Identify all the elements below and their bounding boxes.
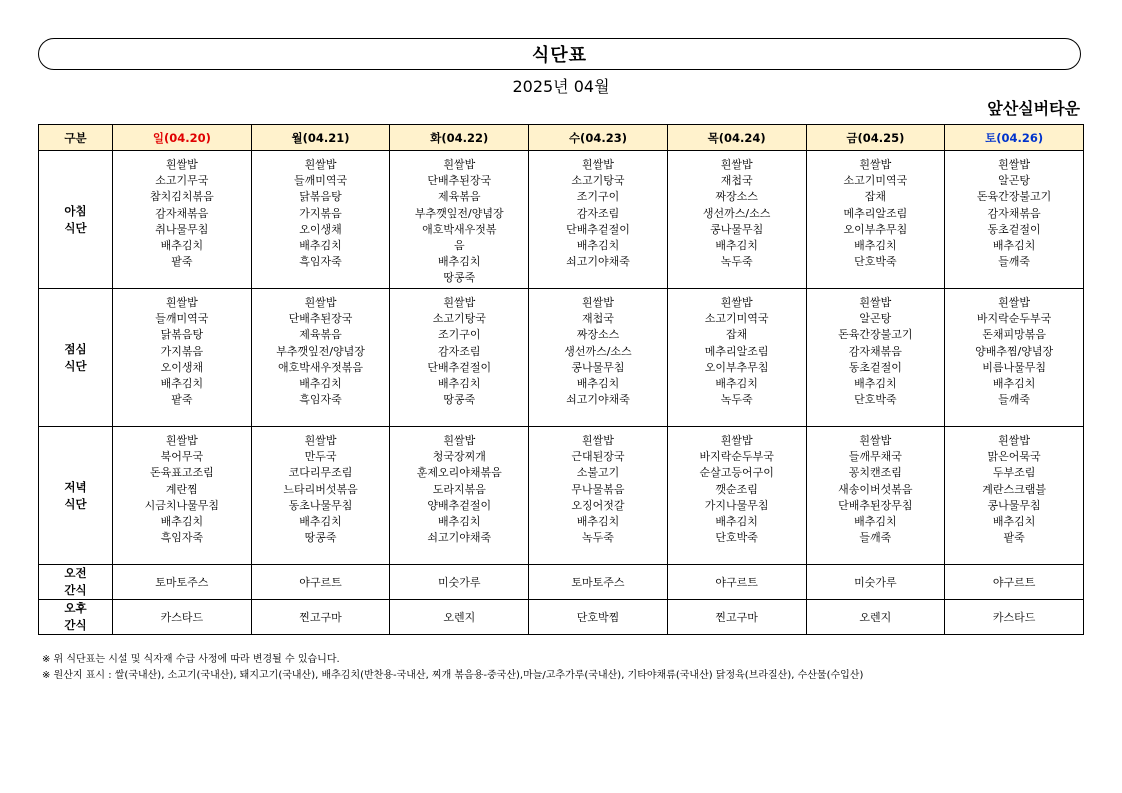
note-line: ※ 원산지 표시 : 쌀(국내산), 소고기(국내산), 돼지고기(국내산), 배추김치(반찬용-국내산, 찌개 볶음용-중국산),마늘/고추가루(국내산), 기타야채류(국내산) 닭정육(브라질산), 수산물(수입산) (42, 670, 864, 681)
meal-label-line: 식단 (64, 496, 87, 511)
page-title: 식단표 (531, 45, 588, 66)
meal-cell (390, 427, 529, 565)
menu-item: 소고기탕국 (571, 174, 625, 188)
menu-item: 순살고등어구이 (699, 466, 774, 480)
menu-item: 시금치나물무침 (144, 498, 220, 512)
day-header: 화(04.22) (390, 125, 529, 151)
menu-item: 흰쌀밥 (998, 434, 1031, 447)
menu-item: 흰쌀밥 (165, 158, 198, 171)
menu-item: 감자채볶음 (848, 344, 902, 358)
meal-cell (113, 427, 252, 565)
menu-item: 소고기무국 (155, 174, 209, 188)
menu-item: 닭볶음탕 (299, 190, 342, 204)
menu-item: 오징어젓갈 (571, 498, 625, 512)
menu-item: 흰쌀밥 (859, 296, 892, 309)
snack-cell: 오렌지 (806, 600, 945, 635)
menu-items (113, 151, 251, 270)
menu-item: 배추김치 (715, 377, 758, 391)
menu-item: 부추깻잎전/양념장 (276, 344, 365, 358)
menu-items (390, 289, 528, 408)
menu-item: 북어무국 (160, 450, 204, 464)
menu-item: 오이부추무침 (843, 222, 908, 236)
meal-cell (390, 151, 529, 289)
meal-cell (390, 289, 529, 427)
title-banner (38, 38, 1081, 70)
menu-item: 배추김치 (438, 515, 481, 529)
menu-item: 쇠고기야채죽 (566, 393, 630, 407)
meal-label-line: 식단 (64, 358, 87, 373)
menu-item: 오이부추무침 (704, 360, 769, 374)
meal-cell (945, 151, 1084, 289)
menu-item: 맑은어묵국 (987, 450, 1041, 464)
meal-cell (113, 289, 252, 427)
menu-item: 무나물볶음 (571, 482, 625, 496)
menu-item: 잡채 (726, 328, 748, 342)
meal-cell (945, 427, 1084, 565)
meal-cell (667, 151, 806, 289)
snack-label-line: 오전 (64, 566, 87, 580)
menu-item: 단호박죽 (854, 393, 897, 407)
meal-cell (529, 289, 668, 427)
menu-item: 녹두죽 (720, 255, 753, 269)
day-header: 일(04.20) (113, 125, 252, 151)
meal-cell (529, 151, 668, 289)
menu-item: 배추김치 (438, 255, 481, 269)
menu-item: 흰쌀밥 (443, 158, 476, 171)
snack-cell: 오렌지 (390, 600, 529, 635)
menu-item: 바지락순두부국 (976, 312, 1052, 326)
menu-item: 흑임자죽 (160, 531, 204, 545)
menu-item: 오이생채 (299, 222, 342, 236)
menu-item: 흰쌀밥 (304, 158, 337, 171)
menu-item: 단배추겉절이 (566, 222, 630, 236)
menu-item: 배추김치 (299, 377, 342, 391)
menu-item: 감자조림 (438, 344, 481, 358)
menu-item: 배추김치 (576, 515, 620, 529)
menu-items (668, 151, 806, 270)
day-header: 월(04.21) (251, 125, 390, 151)
menu-item: 근대된장국 (571, 450, 625, 464)
menu-item: 배추김치 (992, 239, 1036, 253)
menu-items (252, 427, 390, 546)
menu-item: 느타리버섯볶음 (283, 482, 358, 496)
meal-row (39, 289, 1084, 427)
snack-cell: 토마토주스 (113, 565, 252, 600)
note-line: ※ 위 식단표는 시설 및 식자재 수급 사정에 따라 변경될 수 있습니다. (42, 654, 340, 665)
snack-cell: 야구르트 (667, 565, 806, 600)
menu-item: 흰쌀밥 (720, 434, 753, 447)
menu-items (529, 151, 667, 270)
menu-item: 단호박죽 (854, 255, 897, 269)
menu-item: 제육볶음 (438, 190, 481, 204)
menu-item: 흰쌀밥 (998, 158, 1031, 171)
menu-item: 돈채피망볶음 (982, 328, 1046, 342)
snack-cell: 토마토주스 (529, 565, 668, 600)
menu-item: 들깨죽 (998, 393, 1031, 407)
menu-item: 흰쌀밥 (165, 296, 198, 309)
day-header: 수(04.23) (529, 125, 668, 151)
menu-item: 조기구이 (576, 190, 620, 204)
menu-item: 돈육표고조림 (149, 466, 214, 480)
menu-item: 흰쌀밥 (720, 296, 753, 309)
meal-label (39, 151, 113, 289)
menu-item: 들깨죽 (859, 531, 892, 545)
menu-items (807, 427, 945, 546)
meal-cell (667, 427, 806, 565)
meal-cell (945, 289, 1084, 427)
menu-items (390, 427, 528, 546)
menu-item: 가지나물무침 (704, 498, 769, 512)
menu-item: 양배추겉절이 (427, 498, 492, 512)
menu-items (529, 289, 667, 408)
menu-item: 소고기미역국 (704, 312, 769, 326)
menu-item: 소고기탕국 (432, 312, 486, 326)
meal-cell (806, 151, 945, 289)
menu-item: 흰쌀밥 (304, 434, 337, 447)
meal-label-line: 점심 (64, 341, 87, 356)
menu-item: 두부조림 (992, 466, 1036, 480)
menu-item: 흰쌀밥 (304, 296, 337, 309)
menu-item: 훈제오리야채볶음 (416, 466, 502, 480)
menu-item: 알곤탕 (859, 312, 892, 326)
menu-items (668, 289, 806, 408)
menu-item: 흰쌀밥 (582, 296, 614, 309)
meal-cell (806, 427, 945, 565)
menu-item: 콩나물무침 (987, 498, 1041, 512)
menu-item: 양배추찜/양념장 (975, 344, 1054, 358)
snack-row (39, 600, 1084, 635)
menu-item: 단배추된장무침 (838, 498, 913, 512)
header-label: 구분 (39, 125, 113, 151)
meal-row (39, 151, 1084, 289)
menu-item: 들깨미역국 (155, 312, 209, 326)
menu-table (38, 124, 1084, 635)
menu-items (668, 427, 806, 546)
menu-items (807, 289, 945, 408)
menu-item: 배추김치 (299, 515, 342, 529)
snack-cell: 카스타드 (945, 600, 1084, 635)
snack-cell: 카스타드 (113, 600, 252, 635)
menu-item: 땅콩죽 (443, 271, 476, 285)
menu-item: 흰쌀밥 (443, 434, 476, 447)
menu-item: 팥죽 (171, 393, 193, 407)
menu-item: 애호박새우젓볶음 (278, 360, 364, 374)
menu-item: 바지락순두부국 (699, 450, 774, 464)
menu-item: 알곤탕 (998, 174, 1031, 188)
menu-item: 단배추겉절이 (427, 360, 492, 374)
menu-item: 애호박새우젓볶 (422, 222, 497, 236)
menu-item: 배추김치 (992, 515, 1036, 529)
menu-item: 배추김치 (576, 239, 620, 253)
menu-items (945, 427, 1083, 546)
snack-label (39, 600, 113, 635)
meal-cell (251, 289, 390, 427)
menu-item: 땅콩죽 (304, 531, 337, 545)
menu-item: 감자채볶음 (987, 206, 1041, 220)
menu-item: 소불고기 (576, 466, 620, 480)
menu-item: 생선까스/소스 (702, 206, 771, 220)
menu-item: 돈육간장불고기 (976, 190, 1052, 204)
snack-cell: 단호박찜 (529, 600, 668, 635)
menu-item: 팥죽 (171, 255, 193, 269)
menu-item: 부추깻잎전/양념장 (414, 206, 504, 220)
menu-items (945, 289, 1083, 408)
menu-item: 배추김치 (160, 515, 204, 529)
menu-item: 가지볶음 (160, 344, 204, 358)
snack-cell: 찐고구마 (251, 600, 390, 635)
menu-item: 흑임자죽 (299, 393, 342, 407)
meal-cell (667, 289, 806, 427)
menu-items (529, 427, 667, 546)
snack-cell: 미숫가루 (390, 565, 529, 600)
menu-items (113, 427, 251, 546)
menu-item: 짜장소스 (715, 190, 758, 204)
menu-item: 메추리알조림 (843, 206, 908, 220)
snack-label (39, 565, 113, 600)
menu-item: 돈육간장불고기 (838, 328, 913, 342)
menu-item: 흑임자죽 (299, 255, 342, 269)
menu-item: 단배추된장국 (427, 174, 492, 188)
menu-item: 깻순조림 (715, 482, 758, 496)
menu-item: 흰쌀밥 (998, 296, 1031, 309)
meal-label-line: 식단 (64, 220, 87, 235)
meal-cell (251, 427, 390, 565)
snack-label-line: 오후 (64, 601, 87, 615)
menu-item: 녹두죽 (582, 531, 614, 545)
menu-item: 메추리알조림 (704, 344, 769, 358)
menu-item: 흰쌀밥 (859, 434, 892, 447)
menu-item: 들깨무채국 (848, 450, 902, 464)
meal-cell (113, 151, 252, 289)
menu-items (113, 289, 251, 408)
menu-item: 들깨죽 (998, 255, 1031, 269)
meal-label (39, 289, 113, 427)
menu-item: 참치김치볶음 (149, 190, 214, 204)
snack-cell: 미숫가루 (806, 565, 945, 600)
meal-label-line: 아침 (64, 203, 87, 218)
menu-item: 배추김치 (992, 377, 1036, 391)
menu-item: 단호박죽 (715, 531, 758, 545)
menu-item: 동초겉절이 (848, 360, 902, 374)
menu-item: 배추김치 (715, 239, 758, 253)
menu-item: 음 (453, 239, 465, 253)
meal-label-line: 저녁 (64, 479, 87, 494)
snack-row (39, 565, 1084, 600)
snack-label-line: 간식 (64, 583, 87, 597)
menu-item: 재첩국 (582, 312, 614, 326)
menu-item: 배추김치 (854, 377, 897, 391)
menu-items (807, 151, 945, 270)
day-header: 목(04.24) (667, 125, 806, 151)
menu-item: 배추김치 (576, 377, 620, 391)
meal-cell (806, 289, 945, 427)
snack-cell: 야구르트 (251, 565, 390, 600)
menu-item: 닭볶음탕 (160, 328, 204, 342)
menu-item: 계란찜 (165, 482, 198, 496)
menu-item: 계란스크램블 (982, 482, 1046, 496)
meal-cell (251, 151, 390, 289)
menu-item: 소고기미역국 (843, 174, 908, 188)
menu-items (945, 151, 1083, 270)
menu-item: 동초나물무침 (288, 498, 353, 512)
snack-cell: 찐고구마 (667, 600, 806, 635)
menu-item: 동초겉절이 (987, 222, 1041, 236)
header-row (39, 125, 1084, 151)
menu-item: 코다리무조림 (288, 466, 353, 480)
menu-item: 제육볶음 (299, 328, 342, 342)
menu-item: 배추김치 (438, 377, 481, 391)
menu-item: 배추김치 (854, 239, 897, 253)
menu-item: 배추김치 (160, 239, 204, 253)
menu-item: 오이생채 (160, 360, 204, 374)
menu-item: 땅콩죽 (443, 393, 476, 407)
menu-item: 쇠고기야채죽 (566, 255, 630, 269)
month-label: 2025년 04월 (512, 77, 610, 96)
menu-item: 취나물무침 (155, 222, 209, 236)
menu-item: 꽁치캔조림 (848, 466, 902, 480)
menu-items (252, 289, 390, 408)
menu-item: 잡채 (864, 190, 886, 204)
menu-item: 재첩국 (720, 174, 753, 188)
menu-items (390, 151, 528, 287)
menu-item: 배추김치 (715, 515, 758, 529)
menu-item: 새송이버섯볶음 (838, 482, 913, 496)
menu-item: 단배추된장국 (288, 312, 353, 326)
menu-item: 만두국 (304, 450, 337, 464)
day-header: 금(04.25) (806, 125, 945, 151)
menu-item: 생선까스/소스 (564, 344, 632, 358)
menu-item: 들깨미역국 (293, 174, 348, 188)
meal-label (39, 427, 113, 565)
menu-item: 흰쌀밥 (720, 158, 753, 171)
menu-item: 짜장소스 (576, 328, 620, 342)
menu-item: 감자조림 (576, 206, 620, 220)
menu-item: 흰쌀밥 (859, 158, 892, 171)
menu-item: 비름나물무침 (982, 360, 1046, 374)
menu-item: 흰쌀밥 (582, 158, 614, 171)
menu-items (252, 151, 390, 270)
snack-cell: 야구르트 (945, 565, 1084, 600)
notes (42, 652, 863, 684)
meal-cell (529, 427, 668, 565)
menu-item: 녹두죽 (720, 393, 753, 407)
snack-label-line: 간식 (64, 618, 87, 632)
menu-item: 쇠고기야채죽 (427, 531, 492, 545)
menu-item: 배추김치 (160, 377, 204, 391)
menu-item: 흰쌀밥 (165, 434, 198, 447)
menu-item: 조기구이 (438, 328, 481, 342)
menu-item: 콩나물무침 (571, 360, 625, 374)
menu-item: 팥죽 (1003, 531, 1025, 545)
day-header: 토(04.26) (945, 125, 1084, 151)
menu-item: 청국장찌개 (432, 450, 486, 464)
menu-item: 감자채볶음 (155, 206, 209, 220)
menu-item: 흰쌀밥 (443, 296, 476, 309)
menu-item: 흰쌀밥 (582, 434, 614, 447)
meal-row (39, 427, 1084, 565)
menu-item: 배추김치 (854, 515, 897, 529)
menu-item: 배추김치 (299, 239, 342, 253)
facility-name: 앞산실버타운 (987, 99, 1080, 118)
menu-item: 콩나물무침 (710, 222, 764, 236)
menu-item: 가지볶음 (299, 206, 342, 220)
menu-item: 도라지볶음 (432, 482, 486, 496)
